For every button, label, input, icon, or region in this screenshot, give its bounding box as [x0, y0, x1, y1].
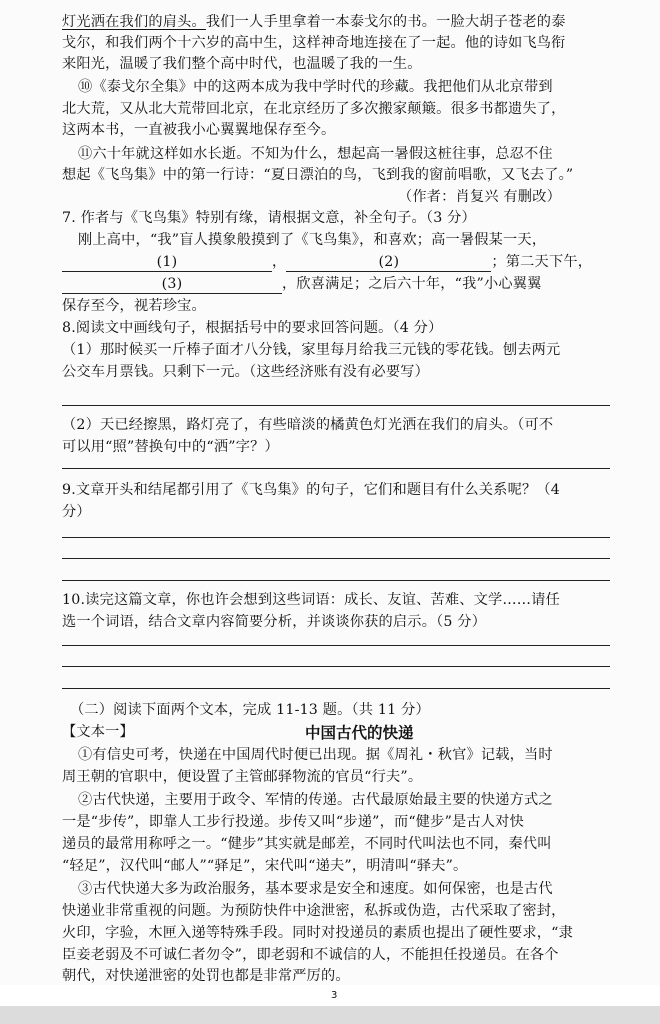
answer-line[interactable]	[62, 468, 610, 469]
underlined-sentence: 灯光洒在我们的肩头。	[62, 14, 206, 30]
article-title: 中国古代的快递	[305, 724, 414, 742]
answer-line[interactable]	[62, 666, 610, 667]
paragraph-11: ⑪六十年就这样如水长逝。不知为什么，想起高一暑假这桩往事，总忍不住	[78, 146, 553, 162]
question-10: 10.读完这篇文章，你也许会想到这些词语：成长、友谊、苦难、文学……请任	[62, 592, 560, 608]
question-8-1: 公交车月票钱。只剩下一元。（这些经济账有没有必要写）	[62, 364, 429, 380]
question-8-title: 8.阅读文中画线句子，根据括号中的要求回答问题。（4 分）	[62, 320, 443, 336]
article-paragraph-3: ③古代快递大多为政治服务，基本要求是安全和速度。如何保密，也是古代	[78, 881, 553, 897]
answer-line[interactable]	[62, 537, 610, 538]
author-credit: （作者：肖复兴 有删改）	[398, 189, 561, 205]
text-one-label: 【文本一】	[62, 724, 134, 740]
question-7-title: 7. 作者与《飞鸟集》特别有缘，请根据文意，补全句子。（3 分）	[62, 210, 476, 226]
passage-line: 想起《飞鸟集》中的第一行诗：“夏日漂泊的鸟，飞到我的窗前唱歌，又飞去了。”	[62, 167, 574, 183]
question-9: 9.文章开头和结尾都引用了《飞鸟集》的句子，它们和题目有什么关系呢？（4	[62, 482, 560, 498]
question-9: 分）	[62, 504, 91, 520]
answer-blank-1[interactable]: (1)	[62, 254, 272, 272]
article-line: 快递业非常重视的问题。为预防快件中途泄密，私拆或伪造，古代采取了密封，	[62, 903, 566, 919]
question-8-2: （2）天已经擦黑，路灯亮了，有些暗淡的橘黄色灯光洒在我们的肩头。（可不	[62, 417, 554, 433]
question-7-text: 刚上高中，“我”盲人摸象般摸到了《飞鸟集》，和喜欢；高一暑假某一天，	[78, 232, 547, 248]
question-8-2: 可以用“照”替换句中的“洒”字？）	[62, 439, 279, 455]
question-10: 选一个词语，结合文章内容简要分析，并谈谈你获的启示。（5 分）	[62, 614, 487, 630]
section-2-header: （二）阅读下面两个文本，完成 11-13 题。（共 11 分）	[70, 702, 430, 718]
answer-line[interactable]	[62, 405, 610, 406]
question-8-1: （1）那时候买一斤棒子面才八分钱，家里每月给我三元钱的零花钱。刨去两元	[62, 342, 561, 358]
question-7-text: 保存至今，视若珍宝。	[62, 298, 206, 314]
article-line: 递员的最常用称呼之一。“健步”其实就是邮差，不同时代叫法也不同，秦代叫	[62, 836, 552, 852]
passage-line: 戈尔，和我们两个十六岁的高中生，这样神奇地连接在了一起。他的诗如飞鸟衔	[62, 35, 566, 51]
article-paragraph-2: ②古代快递，主要用于政令、军情的传递。古代最原始最主要的快递方式之	[78, 792, 553, 808]
article-line: 一是“步传”，即靠人工步行投递。步传又叫“步递”，而“健步”是古人对快	[62, 814, 524, 830]
answer-blank-3[interactable]: (3)	[62, 276, 282, 294]
article-line: “轻足”，汉代叫“邮人”“驿足”，宋代叫“递夫”，明清叫“驿夫”。	[62, 858, 468, 874]
passage-line: 北大荒，又从北大荒带回北京，在北京经历了多次搬家颠簸。很多书都遗失了，	[62, 101, 566, 117]
article-line: 朝代，对快递泄密的处罚也都是非常严厉的。	[62, 968, 350, 984]
article-paragraph-1: ①有信史可考，快递在中国周代时便已出现。据《周礼・秋官》记载，当时	[78, 747, 553, 763]
passage-line: 这两本书，一直被我小心翼翼地保存至今。	[62, 122, 336, 138]
passage-line: 来阳光，温暖了我们整个高中时代，也温暖了我的一生。	[62, 56, 422, 72]
answer-line[interactable]	[62, 688, 610, 689]
answer-line[interactable]	[62, 580, 610, 581]
article-line: 火印，字验，木匣入递等特殊手段。同时对投递员的素质也提出了硬性要求，“隶	[62, 925, 574, 941]
passage-line: 灯光洒在我们的肩头。我们一人手里拿着一本泰戈尔的书。一脸大胡子苍老的泰	[62, 14, 566, 30]
answer-line[interactable]	[62, 645, 610, 646]
article-line: 臣妾老弱及不可诚仁者勿令”，即老弱和不诚信的人，不能担任投递员。在各个	[62, 947, 559, 963]
question-7-blank-line: (3) ，欣喜满足；之后六十年，“我”小心翼翼	[62, 274, 622, 295]
answer-blank-2[interactable]: (2)	[286, 254, 491, 272]
page-number: 3	[331, 990, 338, 1001]
answer-line[interactable]	[62, 558, 610, 559]
question-7-blank-line: (1) ， (2) ；第二天下午，	[62, 252, 622, 273]
article-line: 周王朝的官职中，便设置了主管邮驿物流的官员“行夫”。	[62, 769, 423, 785]
paragraph-10: ⑩《泰戈尔全集》中的这两本成为我中学时代的珍藏。我把他们从北京带到	[78, 79, 553, 95]
scroll-area-bottom	[0, 1006, 660, 1024]
